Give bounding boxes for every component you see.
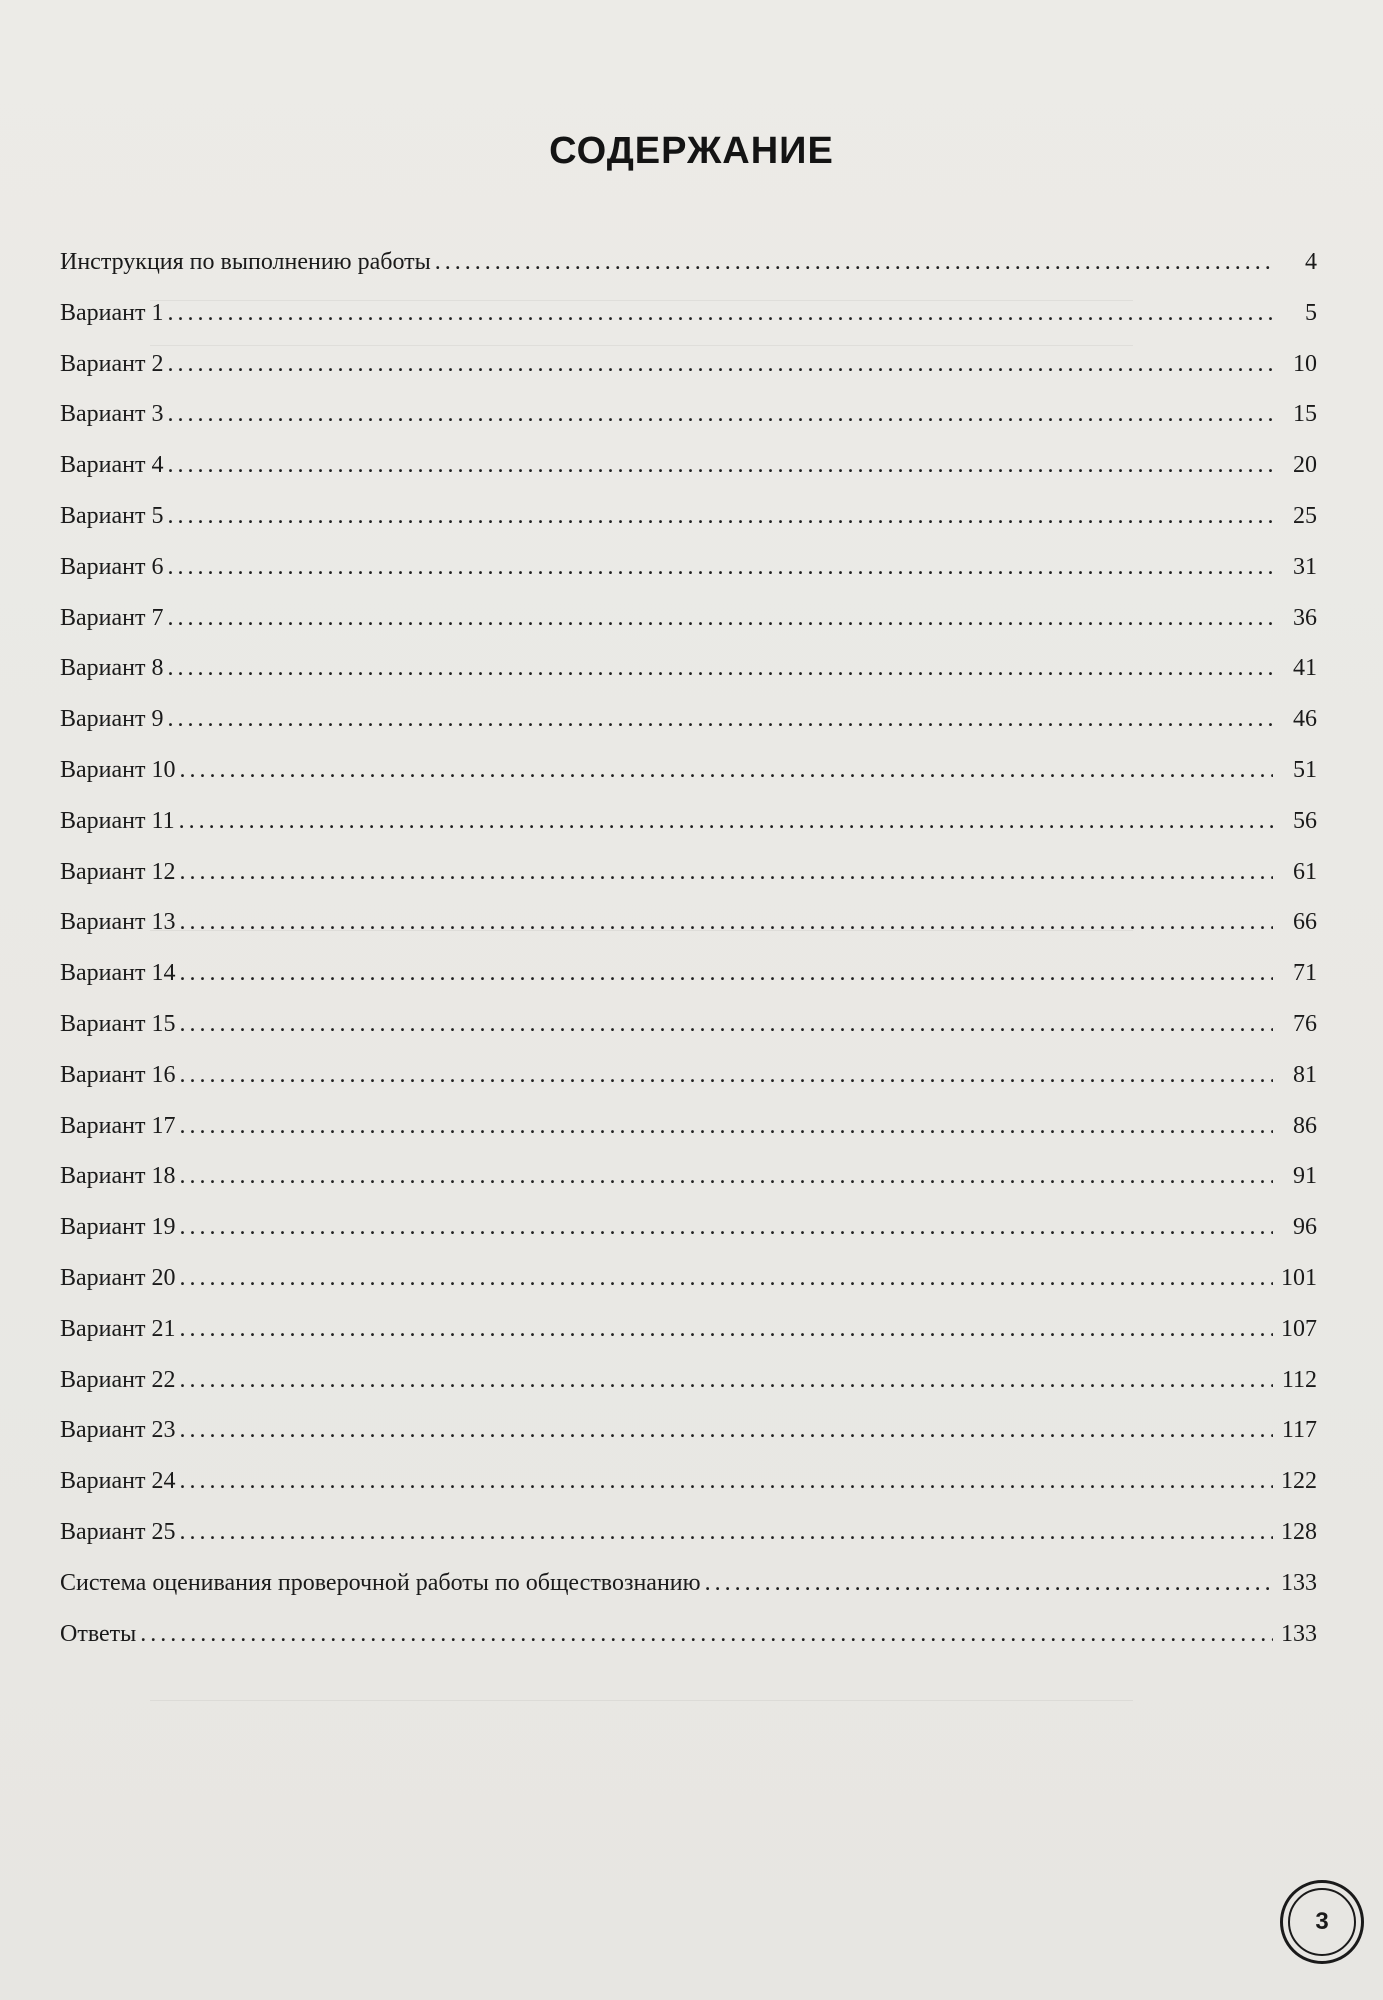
toc-leader-dots [180,999,1274,1050]
toc-entry-label: Вариант 20 [60,1264,176,1291]
toc-entry [60,1355,1317,1406]
toc-leader-dots [168,389,1274,440]
toc-leader-dots [180,1355,1274,1406]
toc-leader-dots [140,1609,1273,1660]
toc-entry-page: 56 [1293,807,1317,834]
toc-entry-page: 51 [1293,756,1317,783]
toc-entry [60,1507,1317,1558]
toc-leader-dots [180,847,1274,898]
toc-entry-page: 96 [1293,1214,1317,1241]
toc-entry-page: 117 [1281,1417,1317,1444]
toc-entry [60,948,1317,999]
toc-entry-label: Вариант 9 [60,706,164,733]
toc-entry-label: Вариант 24 [60,1468,176,1495]
toc-leader-dots [168,593,1274,644]
toc-leader-dots [435,237,1273,288]
toc-entry-label: Вариант 16 [60,1061,176,1088]
toc-entry-label: Вариант 15 [60,1010,176,1037]
toc-entry-label: Система оценивания проверочной работы по обществознанию [60,1569,701,1596]
toc-leader-dots [180,1202,1274,1253]
toc-entry-label: Ответы [60,1620,137,1647]
toc-entry [60,491,1317,542]
toc-entry [60,1558,1317,1609]
toc-entry-label: Вариант 13 [60,909,176,936]
toc-entry-label: Вариант 5 [60,502,164,529]
toc-leader-dots [705,1558,1273,1609]
toc-leader-dots [180,948,1274,999]
toc-leader-dots [168,440,1274,491]
bleed-through-line [150,1700,1133,1701]
toc-leader-dots [179,796,1273,847]
toc-entry-label: Вариант 12 [60,858,176,885]
toc-leader-dots [180,1304,1274,1355]
toc-entry-page: 10 [1293,350,1317,377]
toc-entry-page: 76 [1293,1010,1317,1037]
toc-entry-page: 4 [1305,249,1317,275]
toc-leader-dots [168,491,1274,542]
toc-entry [60,1151,1317,1202]
toc-entry [60,796,1317,847]
toc-entry-page: 86 [1293,1112,1317,1139]
toc-entry-page: 122 [1281,1468,1317,1495]
toc-entry [60,694,1317,745]
page-title: СОДЕРЖАНИЕ [549,130,834,172]
toc-leader-dots [180,1151,1274,1202]
toc-entry-label: Вариант 8 [60,655,164,682]
toc-leader-dots [168,288,1274,339]
toc-entry-page: 5 [1305,299,1317,326]
toc-leader-dots [180,1456,1274,1507]
toc-entry [60,643,1317,694]
toc-entry-page: 36 [1293,604,1317,631]
toc-entry-page: 61 [1293,858,1317,885]
toc-entry-page: 128 [1281,1518,1317,1545]
toc-entry [60,1050,1317,1101]
toc-leader-dots [168,542,1274,593]
toc-entry [60,847,1317,898]
toc-entry [60,1405,1317,1456]
table-of-contents [60,237,1317,1659]
toc-entry [60,1101,1317,1152]
toc-entry-label: Вариант 4 [60,452,164,479]
toc-entry-label: Вариант 2 [60,350,164,377]
toc-entry [60,999,1317,1050]
toc-entry [60,389,1317,440]
toc-entry-label: Вариант 18 [60,1163,176,1190]
toc-entry-page: 66 [1293,909,1317,936]
toc-entry [60,1304,1317,1355]
toc-leader-dots [180,1050,1274,1101]
toc-entry-page: 25 [1293,502,1317,529]
toc-entry-label: Вариант 6 [60,553,164,580]
toc-entry-page: 41 [1293,655,1317,682]
toc-leader-dots [168,643,1274,694]
toc-leader-dots [180,1101,1274,1152]
toc-entry [60,1456,1317,1507]
toc-entry-label: Вариант 3 [60,401,164,428]
toc-entry-label: Вариант 7 [60,604,164,631]
toc-leader-dots [180,1253,1274,1304]
toc-entry [60,237,1317,288]
toc-leader-dots [168,339,1274,390]
toc-leader-dots [168,694,1274,745]
toc-entry-label: Вариант 25 [60,1518,176,1545]
toc-entry-page: 91 [1293,1163,1317,1190]
toc-entry-label: Вариант 14 [60,960,176,987]
toc-entry [60,339,1317,390]
toc-entry-label: Вариант 21 [60,1315,176,1342]
toc-leader-dots [180,897,1274,948]
toc-entry [60,1609,1317,1660]
toc-entry-page: 31 [1293,553,1317,580]
toc-entry [60,440,1317,491]
toc-entry-page: 81 [1293,1061,1317,1088]
toc-entry-page: 133 [1281,1620,1317,1647]
toc-entry-page: 15 [1293,401,1317,428]
toc-entry-page: 20 [1293,452,1317,479]
toc-entry [60,542,1317,593]
toc-entry-label: Вариант 1 [60,299,164,326]
toc-entry-page: 46 [1293,706,1317,733]
toc-entry-page: 107 [1281,1315,1317,1342]
toc-entry [60,1253,1317,1304]
toc-entry-label: Инструкция по выполнению работы [60,249,431,275]
toc-leader-dots [180,1405,1274,1456]
toc-entry-label: Вариант 22 [60,1366,176,1393]
toc-entry [60,745,1317,796]
toc-entry-page: 101 [1281,1264,1317,1291]
toc-entry-label: Вариант 23 [60,1417,176,1444]
toc-entry [60,1202,1317,1253]
toc-entry-label: Вариант 11 [60,807,175,834]
toc-entry-label: Вариант 10 [60,756,176,783]
toc-leader-dots [180,1507,1274,1558]
toc-entry-page: 71 [1293,960,1317,987]
toc-leader-dots [180,745,1274,796]
toc-entry [60,288,1317,339]
page-number-badge [1280,1880,1364,1964]
toc-entry [60,897,1317,948]
toc-entry-label: Вариант 19 [60,1214,176,1241]
toc-entry-page: 112 [1281,1366,1317,1393]
toc-entry [60,593,1317,644]
page-number: 3 [1288,1888,1356,1956]
toc-entry-label: Вариант 17 [60,1112,176,1139]
toc-entry-page: 133 [1281,1569,1317,1596]
